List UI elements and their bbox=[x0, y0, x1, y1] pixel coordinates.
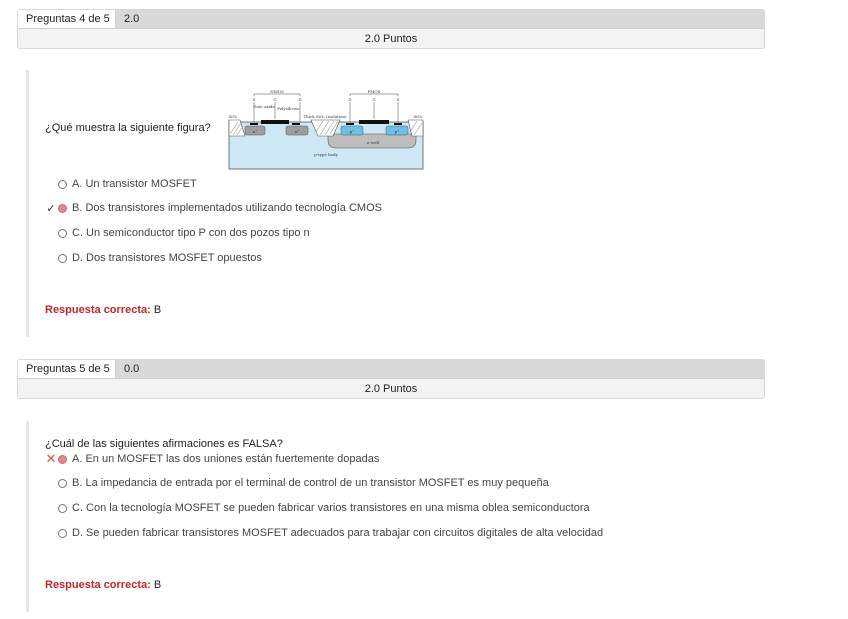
question-5-header-bar bbox=[18, 360, 764, 379]
option-label: A. Un transistor MOSFET bbox=[72, 178, 197, 190]
option-label: D. Dos transistores MOSFET opuestos bbox=[72, 252, 262, 264]
q4-option-c[interactable] bbox=[44, 226, 310, 240]
correct-answer bbox=[45, 304, 161, 316]
radio-button[interactable] bbox=[58, 455, 67, 464]
correct-answer bbox=[45, 579, 161, 591]
contact bbox=[250, 123, 258, 125]
question-text: ¿Qué muestra la siguiente figura? bbox=[45, 122, 211, 134]
q4-option-a[interactable] bbox=[44, 177, 197, 191]
radio-button[interactable] bbox=[58, 254, 67, 263]
q4-option-d[interactable] bbox=[44, 251, 262, 265]
radio-button[interactable] bbox=[58, 180, 67, 189]
radio-button[interactable] bbox=[58, 229, 67, 238]
option-label: A. En un MOSFET las dos uniones están fuertemente dopadas bbox=[72, 453, 380, 465]
option-label: C. Con la tecnología MOSFET se pueden fabricar varios transistores en una misma oblea semiconductora bbox=[72, 502, 590, 514]
question-points: 2.0 Puntos bbox=[364, 33, 418, 45]
q5-option-c[interactable] bbox=[44, 501, 590, 515]
polysilicon-label: Polysilicon bbox=[277, 106, 299, 111]
correct-answer-value: B bbox=[153, 304, 162, 316]
question-points: 2.0 Puntos bbox=[364, 383, 418, 395]
q4-option-b[interactable] bbox=[44, 201, 382, 215]
option-label: C. Un semiconductor tipo P con dos pozos tipo n bbox=[72, 227, 310, 239]
contact bbox=[394, 123, 402, 125]
option-label: B. La impedancia de entrada por el terminal de control de un transistor MOSFET es muy pequeña bbox=[72, 477, 549, 489]
option-label: D. Se pueden fabricar transistores MOSFET adecuados para trabajar con circuitos digitales de alta velocidad bbox=[72, 527, 604, 539]
question-5-header bbox=[17, 359, 765, 399]
terminal-s: S bbox=[396, 97, 400, 102]
question-number: Preguntas 4 de 5 bbox=[18, 10, 116, 28]
q5-option-d[interactable] bbox=[44, 526, 603, 540]
p-plus-label: p⁺ bbox=[394, 129, 400, 134]
terminal-g: G bbox=[273, 97, 277, 102]
checkmark-icon: ✓ bbox=[46, 202, 56, 215]
n-plus-label: n⁺ bbox=[294, 129, 300, 134]
radio-button[interactable] bbox=[58, 529, 67, 538]
gate-oxide-label: Gate oxide bbox=[253, 104, 275, 109]
question-number: Preguntas 5 de 5 bbox=[18, 360, 116, 378]
n-plus-label: n⁺ bbox=[252, 129, 258, 134]
nmos-label: NMOS bbox=[270, 89, 284, 94]
terminal-d: D bbox=[348, 97, 352, 102]
n-well-label: n well bbox=[366, 140, 380, 145]
body-label: p-type body bbox=[314, 152, 338, 157]
question-text: ¿Cuál de las siguientes afirmaciones es FALSA? bbox=[45, 438, 283, 450]
terminal-s: S bbox=[252, 97, 256, 102]
terminal-g: G bbox=[372, 97, 376, 102]
q5-option-b[interactable] bbox=[44, 476, 549, 490]
question-score: 0.0 bbox=[124, 363, 140, 375]
question-score: 2.0 bbox=[124, 13, 140, 25]
cmos-cross-section-figure bbox=[228, 88, 424, 170]
nmos-gate bbox=[261, 120, 289, 124]
question-4-header-bar bbox=[18, 10, 764, 29]
correct-answer-label: Respuesta correcta: bbox=[45, 579, 151, 591]
option-label: B. Dos transistores implementados utilizando tecnología CMOS bbox=[72, 202, 382, 214]
radio-button[interactable] bbox=[58, 504, 67, 513]
correct-answer-value: B bbox=[153, 579, 162, 591]
radio-button[interactable] bbox=[58, 204, 67, 213]
terminal-d: D bbox=[298, 97, 302, 102]
pmos-gate bbox=[359, 120, 389, 124]
thick-sio2-label: Thick SiO₂ (isolation) bbox=[303, 114, 347, 119]
sio2-label-right: SiO₂ bbox=[413, 114, 423, 119]
pmos-label: PMOS bbox=[367, 89, 381, 94]
contact bbox=[292, 123, 300, 125]
sio2-label-left: SiO₂ bbox=[228, 114, 238, 119]
radio-button[interactable] bbox=[58, 479, 67, 488]
q5-option-a[interactable] bbox=[44, 452, 379, 466]
question-4-header bbox=[17, 9, 765, 49]
p-plus-label: p⁺ bbox=[349, 129, 355, 134]
wrong-x-icon: ✕ bbox=[45, 451, 57, 466]
correct-answer-label: Respuesta correcta: bbox=[45, 304, 151, 316]
contact bbox=[346, 123, 354, 125]
